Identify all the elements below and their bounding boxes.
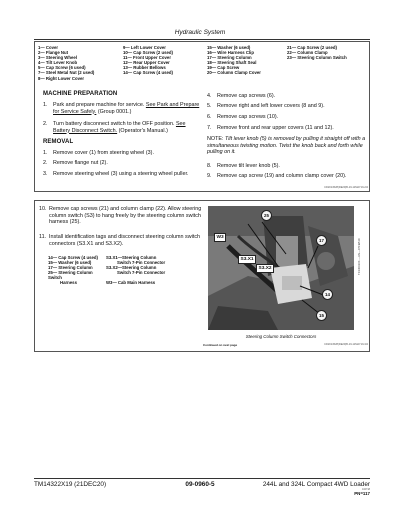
legend-item: W3— Cab Main Harness bbox=[106, 280, 156, 286]
removal-step-2 bbox=[43, 160, 203, 167]
callout-15: 15 bbox=[316, 310, 327, 321]
legend-item: S3.X1—Steering Column bbox=[106, 255, 157, 260]
figure-side-code: TX1300266 —UN—07FEB19 bbox=[357, 238, 361, 275]
legend-item: 8— Right Lower Cover bbox=[38, 75, 85, 81]
legend-col-2 bbox=[123, 45, 173, 76]
step-number: 4. bbox=[207, 93, 212, 99]
footer-page-number: 09-0960-5 bbox=[185, 481, 215, 488]
prep-step-2 bbox=[43, 121, 203, 134]
step-text: Turn battery disconnect switch to the OFF position. bbox=[53, 121, 175, 127]
legend-item: 17— Steering Column bbox=[48, 265, 93, 271]
step-number: 3. bbox=[43, 171, 48, 177]
legend-item: 7— Steel Metal Nut (2 used) bbox=[38, 70, 95, 76]
step-text: Remove front and rear upper covers (11 and 12). bbox=[217, 125, 334, 131]
section-title-preparation: MACHINE PREPARATION bbox=[43, 91, 118, 97]
removal-step-10 bbox=[39, 206, 203, 226]
callout-17: 17 bbox=[316, 235, 327, 246]
legend-col-4 bbox=[287, 45, 347, 60]
photo-illustration bbox=[208, 206, 354, 330]
legend-box-2 bbox=[48, 255, 165, 286]
step-text: Remove cap screws (6). bbox=[217, 93, 276, 99]
label-s3x2: S3.X2 bbox=[256, 264, 274, 273]
legend-item: 15— Washer (6 used) bbox=[207, 45, 251, 50]
footer-product: 244L and 324L Compact 4WD Loader bbox=[262, 481, 370, 488]
removal-step-7 bbox=[207, 125, 367, 132]
footer-manual-id: TM14322X19 (21DEC20) bbox=[34, 481, 107, 488]
removal-step-11 bbox=[39, 234, 203, 247]
legend-item: 15— Washer (6 used) bbox=[48, 260, 92, 266]
step-text: Remove cover (1) from steering wheel (3). bbox=[53, 150, 154, 156]
legend-item: 11— Front Upper Cover bbox=[123, 55, 171, 61]
step-text: Remove flange nut (2). bbox=[53, 160, 108, 166]
step-number: 5. bbox=[207, 103, 212, 109]
legend-item: 16— Wire Harness Clip bbox=[207, 50, 255, 56]
header-rule bbox=[34, 39, 370, 40]
step-text: Remove right and left lower covers (8 and 9). bbox=[217, 103, 325, 109]
removal-step-1 bbox=[43, 150, 203, 157]
figure-caption: Steering Column Switch Connectors bbox=[245, 334, 317, 339]
note-label: NOTE: bbox=[207, 136, 224, 142]
legend-item: 13— Rubber Bellows bbox=[123, 65, 166, 71]
legend-item: S3.X2—Steering Column bbox=[106, 265, 157, 271]
continued-note: Continued on next page bbox=[203, 343, 238, 347]
legend-item: 18— Steering Shaft Seal bbox=[207, 60, 257, 66]
legend-item: 1— Cover bbox=[38, 45, 59, 50]
legend-item: 17— Steering Column bbox=[207, 55, 252, 61]
step-text: Remove steering wheel (3) using a steering wheel puller. bbox=[53, 171, 189, 177]
footer-pn: PN=117 bbox=[354, 491, 370, 496]
legend-item: 20— Column Clamp Cover bbox=[207, 70, 261, 76]
callout-14: 14 bbox=[322, 289, 333, 300]
callout-25: 25 bbox=[261, 210, 272, 221]
removal-step-3 bbox=[43, 171, 203, 178]
legend-item: 2— Flange Nut bbox=[38, 50, 69, 56]
removal-step-8 bbox=[207, 163, 367, 170]
legend-item: 12— Rear Upper Cover bbox=[123, 60, 170, 66]
legend-item: 14— Cap Screw (4 used) bbox=[123, 70, 173, 76]
note-tilt-knob bbox=[207, 136, 367, 156]
legend-item: Switch 7-Pin Connector bbox=[117, 270, 166, 276]
legend-item: 14— Cap Screw (4 used) bbox=[48, 255, 98, 260]
legend-item: 3— Steering Wheel bbox=[38, 55, 77, 61]
page-header-title: Hydraulic System bbox=[174, 29, 226, 36]
legend-item: 5— Cap Screw (6 used) bbox=[38, 65, 86, 71]
footer-rule bbox=[34, 478, 370, 479]
removal-step-4 bbox=[207, 93, 367, 100]
step-number: 11. bbox=[39, 234, 47, 240]
legend-item: 10— Cap Screw (2 used) bbox=[123, 50, 173, 56]
legend-item: 9— Left Lower Cover bbox=[123, 45, 166, 50]
legend-item: 21— Cap Screw (2 used) bbox=[287, 45, 337, 50]
step-number: 6. bbox=[207, 114, 212, 120]
label-s3x1: S3.X1 bbox=[238, 255, 256, 264]
battery-switch-link[interactable]: See Battery Disconnect Switch. bbox=[53, 121, 186, 134]
legend-item: Harness bbox=[60, 280, 77, 286]
footer-code: 102718 bbox=[362, 488, 370, 491]
step-text-ref: (Group 0001.) bbox=[97, 108, 132, 115]
legend-item: 25— Steering Column Switch bbox=[48, 270, 93, 281]
legend-col-1 bbox=[38, 45, 94, 81]
doc-code-1: CD2014528(DE20)B-19-11MAY19-2/4 bbox=[324, 186, 368, 189]
step-number: 8. bbox=[207, 163, 212, 169]
removal-step-6 bbox=[207, 114, 367, 121]
step-number: 9. bbox=[207, 173, 212, 179]
step-text: Remove cap screws (10). bbox=[217, 114, 279, 120]
step-number: 1. bbox=[43, 150, 48, 156]
prep-step-1 bbox=[43, 102, 203, 115]
note-text: Tilt lever knob (5) is removed by pulling it straight off with a simultaneous twisting motion. Twist the knob back and forth while pulling on it. bbox=[207, 136, 366, 156]
step-number: 7. bbox=[207, 125, 212, 131]
removal-step-9 bbox=[207, 173, 367, 180]
step-number: 2. bbox=[43, 121, 48, 127]
legend-col-3 bbox=[207, 45, 261, 76]
safety-link[interactable]: See Park and Prepare for Service Safely. bbox=[53, 102, 200, 115]
steering-column-photo bbox=[208, 206, 354, 330]
step-number: 1. bbox=[43, 102, 48, 108]
legend-item: 22— Column Clamp bbox=[287, 50, 328, 56]
removal-step-5 bbox=[207, 103, 367, 110]
label-w3: W3 bbox=[214, 233, 226, 242]
step-text: Park and prepare machine for service. bbox=[53, 102, 145, 108]
legend-item: 19— Cap Screw bbox=[207, 65, 240, 71]
step-text: Install identification tags and disconnect steering column switch connectors (S3.X1 and S3.X2). bbox=[49, 234, 201, 247]
section-title-removal: REMOVAL bbox=[43, 139, 74, 145]
doc-code-2: CD2014528(DE20)B-19-11MAY19-3/4 bbox=[324, 343, 368, 346]
legend-item: Switch 7-Pin Connector bbox=[117, 260, 166, 266]
step-text: Remove cap screw (19) and column clamp cover (20). bbox=[217, 173, 347, 179]
step-text: Remove cap screws (21) and column clamp (22). Allow steering column switch (S3) to hang freely by the steering column switch harness (25). bbox=[49, 206, 202, 226]
legend-item: 4— Tilt Lever Knob bbox=[38, 60, 78, 66]
step-number: 2. bbox=[43, 160, 48, 166]
step-text-ref: (Operator's Manual.) bbox=[118, 127, 168, 134]
legend-item: 23— Steering Column Switch bbox=[287, 55, 347, 61]
step-number: 10. bbox=[39, 206, 47, 212]
step-text: Remove tilt lever knob (5). bbox=[217, 163, 280, 169]
